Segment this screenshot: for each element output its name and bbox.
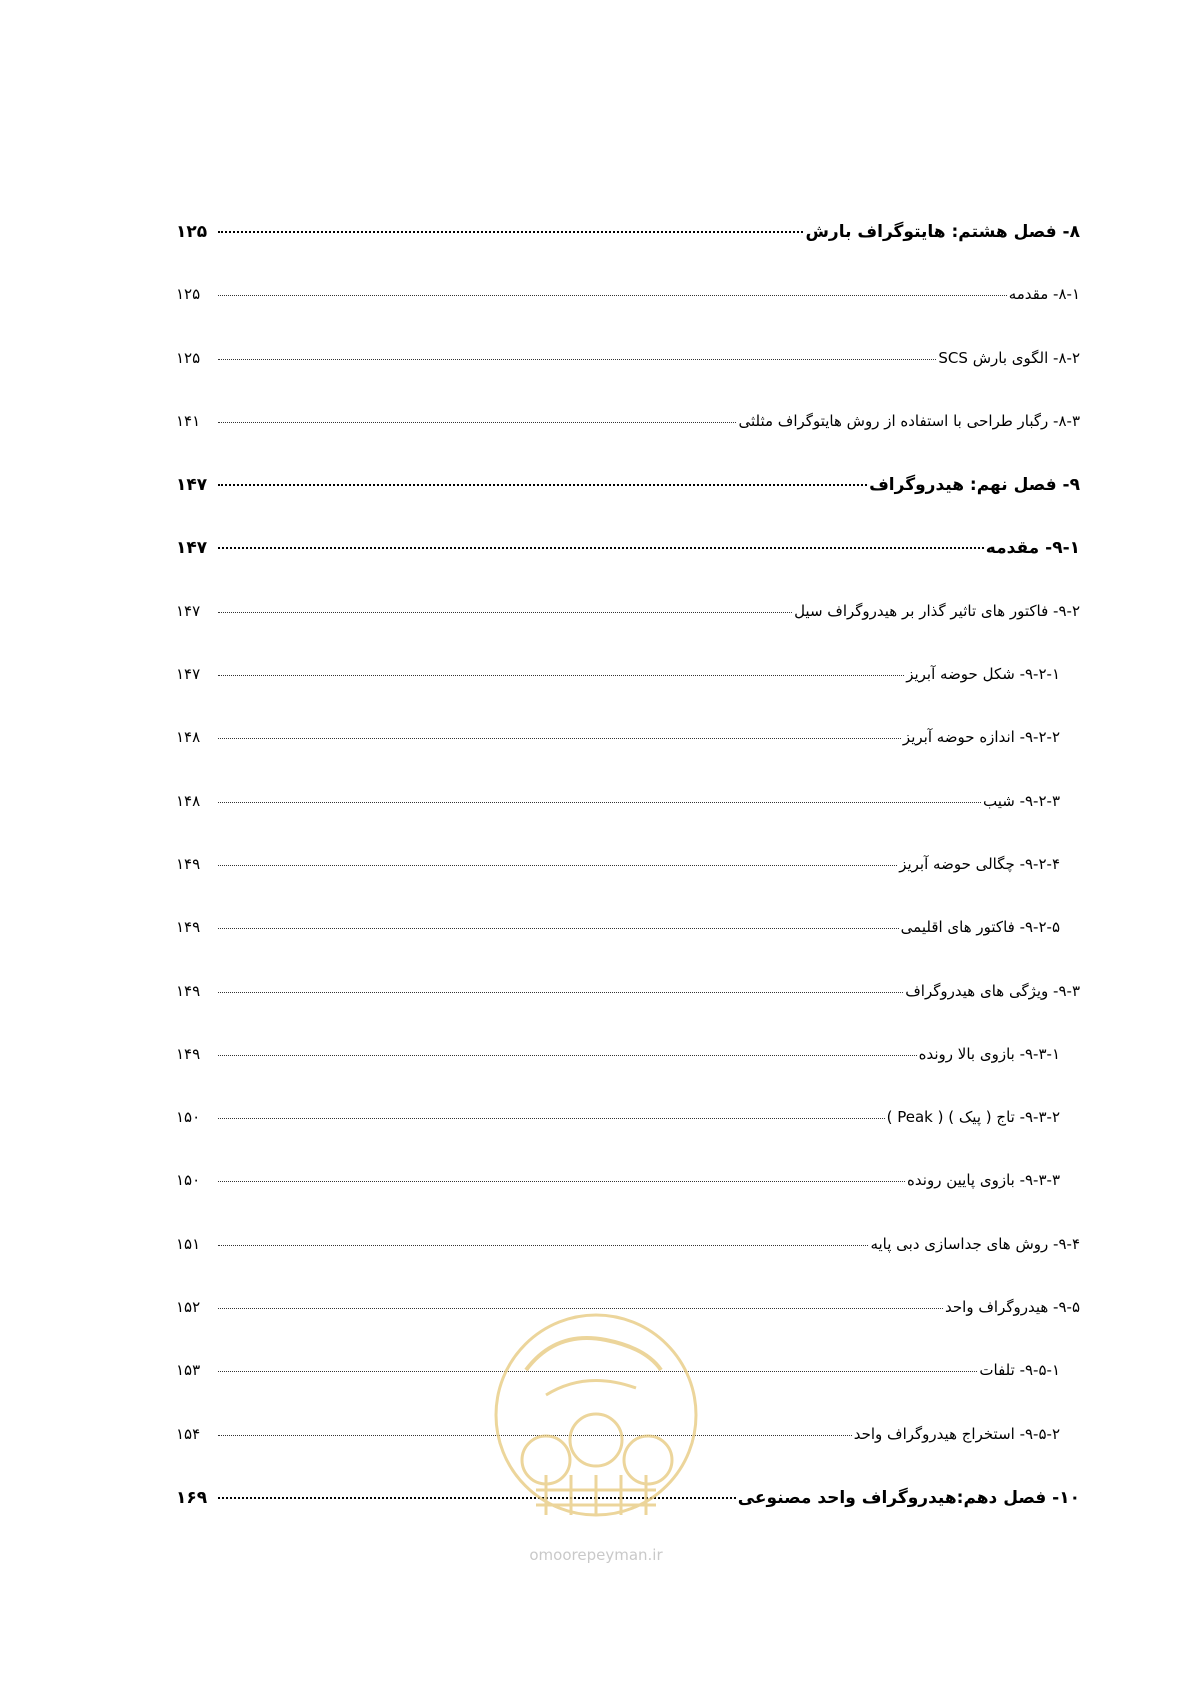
toc-entry-title: ۱۰- فصل دهم:هیدروگراف واحد مصنوعی xyxy=(737,1487,1080,1508)
dot-leader xyxy=(218,547,984,549)
dot-leader xyxy=(218,295,1007,296)
toc-entry-title: ۹-۱- مقدمه xyxy=(985,538,1080,559)
dot-leader xyxy=(218,992,903,993)
toc-entry-page: ۱۵۴ xyxy=(176,1424,201,1443)
toc-entry-9-2-5[interactable] xyxy=(176,912,1080,975)
toc-entry-8-2[interactable] xyxy=(176,343,1080,406)
toc-entry-title: ۹-۲- فاکتور های تاثیر گذار بر هیدروگراف سیل xyxy=(794,601,1080,620)
toc-entry-title: ۹-۵-۲- استخراج هیدروگراف واحد xyxy=(853,1424,1060,1443)
toc-entry-9-2-2[interactable] xyxy=(176,722,1080,785)
dot-leader xyxy=(218,1055,917,1056)
dot-leader xyxy=(218,484,867,486)
toc-entry-page: ۱۲۵ xyxy=(176,285,201,304)
toc-entry-page: ۱۴۷ xyxy=(176,665,201,684)
toc-entry-title: ۹- فصل نهم: هیدروگراف xyxy=(869,475,1080,496)
toc-entry-page: ۱۴۷ xyxy=(176,475,208,496)
dot-leader xyxy=(218,1245,868,1246)
toc-entry-page: ۱۵۱ xyxy=(176,1234,201,1253)
toc-entry-page: ۱۴۷ xyxy=(176,538,208,559)
toc-entry-title: ۹-۲-۱- شکل حوضه آبریز xyxy=(906,665,1060,684)
toc-entry-title: ۹-۲-۴- چگالی حوضه آبریز xyxy=(899,854,1060,873)
table-of-contents xyxy=(176,216,1080,1545)
toc-entry-page: ۱۵۲ xyxy=(176,1298,201,1317)
toc-entry-title: ۹-۳-۱- بازوی بالا رونده xyxy=(918,1044,1060,1063)
toc-entry-page: ۱۴۸ xyxy=(176,728,201,747)
toc-entry-page: ۱۴۹ xyxy=(176,1044,201,1063)
dot-leader xyxy=(218,1181,905,1182)
toc-entry-page: ۱۴۸ xyxy=(176,791,201,810)
dot-leader xyxy=(218,1308,943,1309)
dot-leader xyxy=(218,675,904,676)
toc-entry-9-5-1[interactable] xyxy=(176,1355,1080,1418)
toc-entry-page: ۱۴۹ xyxy=(176,854,201,873)
toc-entry-title: ۹-۳- ویژگی های هیدروگراف xyxy=(905,981,1080,1000)
dot-leader xyxy=(218,1371,977,1372)
toc-entry-page: ۱۴۱ xyxy=(176,411,201,430)
toc-entry-page: ۱۵۳ xyxy=(176,1361,201,1380)
toc-entry-9-2-1[interactable] xyxy=(176,659,1080,722)
dot-leader xyxy=(218,1497,736,1499)
dot-leader xyxy=(218,359,936,360)
toc-entry-9-3-3[interactable] xyxy=(176,1165,1080,1228)
dot-leader xyxy=(218,865,897,866)
toc-entry-9-4[interactable] xyxy=(176,1229,1080,1292)
toc-entry-title: ۹-۲-۳- شیب xyxy=(982,791,1060,810)
toc-entry-9-3-1[interactable] xyxy=(176,1039,1080,1102)
toc-entry-8-1[interactable] xyxy=(176,279,1080,342)
toc-entry-page: ۱۲۵ xyxy=(176,222,208,242)
toc-entry-page: ۱۴۹ xyxy=(176,981,201,1000)
toc-entry-9-3-2[interactable] xyxy=(176,1102,1080,1165)
dot-leader xyxy=(218,928,899,929)
toc-entry-title: ۸-۳- رگبار طراحی با استفاده از روش هایتوگراف مثلثی xyxy=(738,411,1080,430)
dot-leader xyxy=(218,1118,885,1119)
toc-entry-page: ۱۲۵ xyxy=(176,348,201,367)
toc-entry-title: ۹-۳-۲- تاج ( پیک ) ( Peak ) xyxy=(886,1108,1060,1127)
toc-entry-9-2[interactable] xyxy=(176,596,1080,659)
dot-leader xyxy=(218,802,981,803)
toc-entry-page: ۱۵۰ xyxy=(176,1108,201,1127)
toc-entry-9-5-2[interactable] xyxy=(176,1419,1080,1482)
toc-entry-title: ۹-۳-۳- بازوی پایین رونده xyxy=(907,1171,1060,1190)
toc-entry-title: ۹-۴- روش های جداسازی دبی پایه xyxy=(870,1234,1080,1253)
toc-entry-page: ۱۵۰ xyxy=(176,1171,201,1190)
watermark-caption: omoorepeyman.ir xyxy=(529,1546,663,1564)
dot-leader xyxy=(218,738,901,739)
toc-entry-chapter-8[interactable] xyxy=(176,216,1080,279)
toc-entry-9-1[interactable] xyxy=(176,532,1080,595)
toc-entry-title: ۹-۲-۲- اندازه حوضه آبریز xyxy=(902,728,1060,747)
toc-entry-chapter-9[interactable] xyxy=(176,469,1080,532)
toc-entry-page: ۱۴۹ xyxy=(176,918,201,937)
toc-entry-title: ۹-۲-۵- فاکتور های اقلیمی xyxy=(900,918,1060,937)
toc-entry-title: ۹-۵- هیدروگراف واحد xyxy=(945,1298,1080,1317)
toc-entry-9-5[interactable] xyxy=(176,1292,1080,1355)
dot-leader xyxy=(218,612,792,613)
toc-entry-title: ۸-۲- الگوی بارش SCS xyxy=(938,348,1080,367)
toc-entry-chapter-10[interactable] xyxy=(176,1482,1080,1545)
toc-entry-page: ۱۶۹ xyxy=(176,1487,208,1508)
toc-entry-page: ۱۴۷ xyxy=(176,601,201,620)
toc-entry-9-2-4[interactable] xyxy=(176,849,1080,912)
dot-leader xyxy=(218,231,803,233)
toc-entry-title: ۸- فصل هشتم: هایتوگراف بارش xyxy=(805,222,1080,242)
dot-leader xyxy=(218,422,736,423)
toc-entry-9-3[interactable] xyxy=(176,976,1080,1039)
toc-entry-9-2-3[interactable] xyxy=(176,786,1080,849)
toc-entry-title: ۸-۱- مقدمه xyxy=(1008,285,1080,304)
dot-leader xyxy=(218,1435,852,1436)
toc-entry-title: ۹-۵-۱- تلفات xyxy=(979,1361,1060,1380)
toc-entry-8-3[interactable] xyxy=(176,406,1080,469)
